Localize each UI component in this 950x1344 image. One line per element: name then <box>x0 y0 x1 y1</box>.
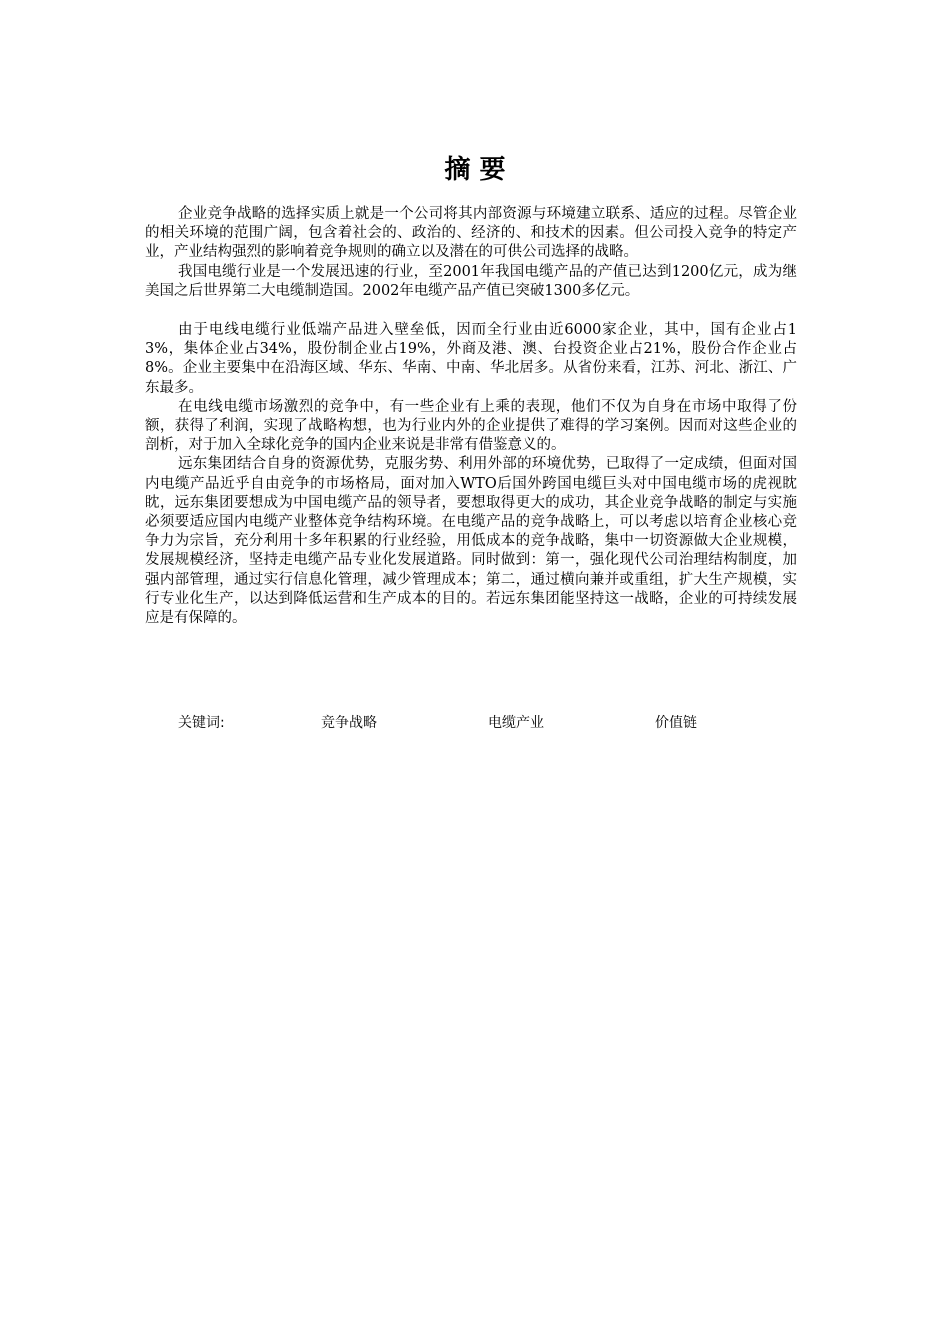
keyword-cable-industry: 电缆产业 <box>488 715 544 731</box>
keyword-competitive-strategy: 竞争战略 <box>321 715 377 731</box>
keyword-value-chain: 价值链 <box>655 715 697 731</box>
paragraph-4: 在电线电缆市场激烈的竞争中，有一些企业有上乘的表现，他们不仅为自身在市场中取得了份额，获得了利润，实现了战略构想，也为行业内外的企业提供了难得的学习案例。因而对这些企业的剖析，对于加入全球化竞争的国内企业来说是非常有借鉴意义的。 <box>145 398 797 454</box>
paragraph-1: 企业竞争战略的选择实质上就是一个公司将其内部资源与环境建立联系、适应的过程。尽管企业的相关环境的范围广阔，包含着社会的、政治的、经济的、和技术的因素。但公司投入竞争的特定产业，产业结构强烈的影响着竞争规则的确立以及潜在的可供公司选择的战略。 <box>145 206 797 261</box>
paragraph-5: 远东集团结合自身的资源优势，克服劣势、利用外部的环境优势，已取得了一定成绩，但面对国内电缆产品近乎自由竞争的市场格局，面对加入WTO后国外跨国电缆巨头对中国电缆市场的虎视眈眈，远东集团要想成为中国电缆产品的领导者，要想取得更大的成功，其企业竞争战略的制定与实施必须要适应国内电缆产业整体竞争结构环境。在电缆产品的竞争战略上，可以考虑以培育企业核心竞争力为宗旨，充分利用十多年积累的行业经验，用低成本的竞争战略，集中一切资源做大企业规模，发展规模经济，坚持走电缆产品专业化发展道路。同时做到：第一，强化现代公司治理结构制度，加强内部管理，通过实行信息化管理，减少管理成本；第二，通过横向兼并或重组，扩大生产规模，实行专业化生产，以达到降低运营和生产成本的目的。若远东集团能坚持这一战略，企业的可持续发展应是有保障的。 <box>145 456 797 627</box>
abstract-body <box>145 205 797 628</box>
keywords-row <box>178 711 798 735</box>
paragraph-2: 我国电缆行业是一个发展迅速的行业，至2001年我国电缆产品的产值已达到1200亿元，成为继美国之后世界第二大电缆制造国。2002年电缆产品产值已突破1300多亿元。 <box>145 263 797 299</box>
paragraph-3: 由于电线电缆行业低端产品进入壁垒低，因而全行业由近6000家企业，其中，国有企业占13%，集体企业占34%，股份制企业占19%，外商及港、澳、台投资企业占21%，股份合作企业占8%。企业主要集中在沿海区域、华东、华南、中南、华北居多。从省份来看，江苏、河北、浙江、广东最多。 <box>145 322 797 396</box>
keywords-label: 关键词: <box>178 715 225 731</box>
page-title: 摘 要 <box>444 155 506 185</box>
